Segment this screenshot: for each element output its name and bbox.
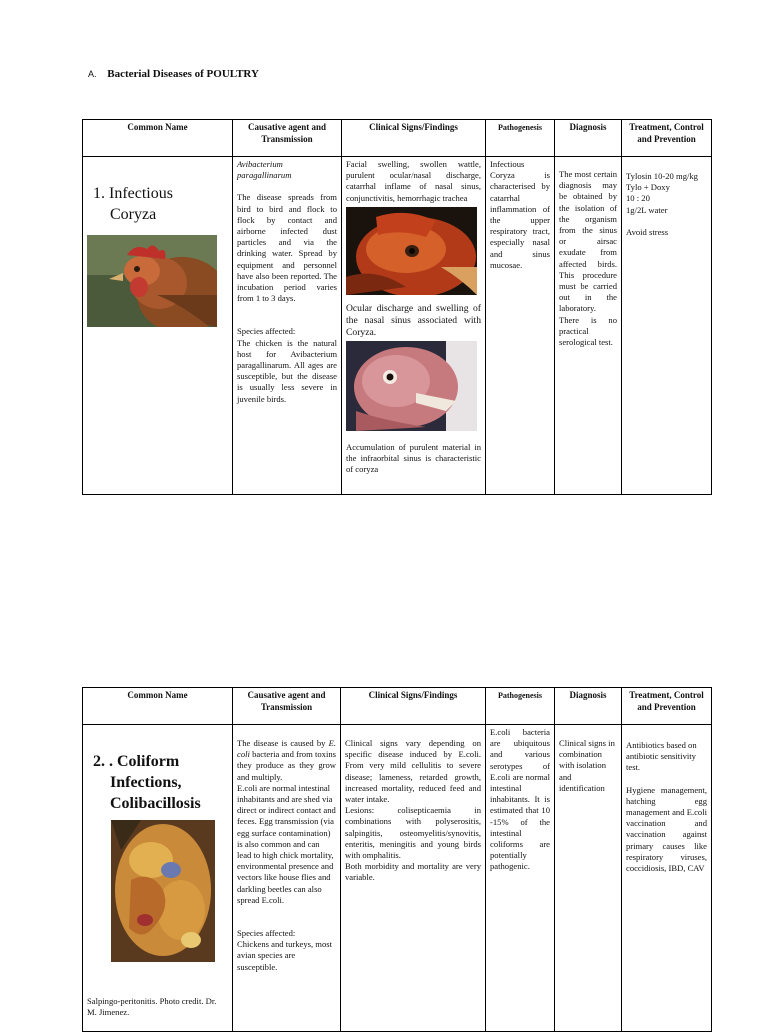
coliform-table [82,687,712,1032]
coliform-transmission-2: E.coli are normal intestinal inhabitants and are shed via direct or indirect contact and feces. Egg transmission (via egg surface contamination) is also common and can lead to high chick mortality, environmental presence and vectors like house flies and darkling beetles can also spread E.coli. [237,782,336,905]
coryza-pathogenesis-cell [486,157,555,495]
header-clinical: Clinical Signs/Findings [342,120,486,157]
coliform-treatment-2: Hygiene management, hatching egg management and E.coli vaccination and vaccination against primary causes like respiratory viruses, coccidiosis, IBD, CAV [626,784,707,874]
header-causative: Causative agent and Transmission [233,120,342,157]
coryza-causative-cell [233,157,342,495]
coryza-sinus-photo [346,341,477,431]
header-common-name: Common Name [83,120,233,157]
coliform-causative-cell [233,725,341,1032]
coryza-species-text: The chicken is the natural host for Avibacterium paragallinarum. All ages are susceptible, but the disease is usually less severe in juvenile birds. [237,337,337,404]
coryza-name-line1: 1. Infectious [93,185,173,202]
coryza-treatment-3: 10 : 20 [626,193,650,204]
coliform-header-row [83,688,712,725]
coliform-name-line1: 2. . Coliform [93,753,180,770]
header-clinical: Clinical Signs/Findings [341,688,486,725]
coliform-diagnosis: Clinical signs in combination with isolation and identification [559,738,615,793]
coryza-treatment-cell [622,157,712,495]
coliform-transmission-1 [237,738,336,783]
coryza-caption2: Accumulation of purulent material in the infraorbital sinus is characteristic of coryza [346,441,481,474]
coliform-signs-a: Clinical signs vary depending on specific disease induced by E.coli. From very mild cellulitis to severe disease; lameness, retarded growth, increased mortality, reduced feed and water intake. [345,738,481,805]
salpingo-peritonitis-photo [111,820,215,962]
coryza-name [93,183,228,225]
coliform-pathogenesis: E.coli bacteria are ubiquitous and various serotypes of E.coli are normal intestinal inhabitants. It is estimated that 10 -15% of the intestinal coliforms are potentially pathogenic. [490,727,550,872]
header-pathogenesis: Pathogenesis [486,120,555,157]
header-diagnosis: Diagnosis [555,688,622,725]
coliform-name-line2: Infections, [110,774,182,791]
section-letter: A. [88,69,97,79]
coliform-species-label: Species affected: [237,928,296,939]
coryza-treatment-5: Avoid stress [626,226,669,237]
coliform-signs-b: Lesions: colisepticaemia in combinations with polyserositis, salpingitis, osteomyelitis/synovitis, enteritis, meningitis and young birds with omphalitis. [345,805,481,861]
coryza-pathogenesis: Infectious Coryza is characterised by catarrhal inflammation of the upper respiratory tract, especially nasal and sinus mucosae. [490,159,550,270]
coryza-species-label: Species affected: [237,326,296,337]
coliform-name-line3: Colibacillosis [110,795,201,812]
coryza-name-line2: Coryza [110,206,157,223]
coliform-signs-c: Both morbidity and mortality are very variable. [345,861,481,883]
coryza-eye-photo [346,207,477,295]
coliform-diagnosis-cell [555,725,622,1032]
coliform-photo-caption: Salpingo-peritonitis. Photo credit. Dr. M. Jimenez. [87,996,217,1017]
coliform-species-text: Chickens and turkeys, most avian species are susceptible. [237,939,332,972]
header-treatment: Treatment, Control and Prevention [622,120,712,157]
coliform-common-name-cell [83,725,233,1032]
header-causative: Causative agent and Transmission [233,688,341,725]
header-pathogenesis: Pathogenesis [486,688,555,725]
coliform-treatment-1: Antibiotics based on antibiotic sensitivity test. [626,740,697,773]
coryza-row [83,157,712,495]
chicken-head-photo [87,235,217,327]
header-treatment: Treatment, Control and Prevention [622,688,712,725]
section-title [88,68,259,80]
coryza-signs: Facial swelling, swollen wattle, purulent ocular/nasal discharge, catarrhal inflame of nasal sinus, conjunctivitis, hemorrhagic trachea [346,159,481,203]
coryza-clinical-cell [342,157,486,495]
coryza-caption1: Ocular discharge and swelling of the nasal sinus associated with Coryza. [346,302,481,338]
coliform-treatment-cell [622,725,712,1032]
coryza-diagnosis-cell [555,157,622,495]
section-heading: Bacterial Diseases of POULTRY [107,68,259,80]
coliform-agent: E. coli [237,738,336,760]
header-common-name: Common Name [83,688,233,725]
coliform-name [93,751,228,814]
coryza-header-row [83,120,712,157]
coliform-clinical-cell [341,725,486,1032]
coryza-treatment-2: Tylo + Doxy [626,182,670,193]
coryza-common-name-cell [83,157,233,495]
coliform-transmission-a: The disease is caused by [237,738,329,748]
coryza-agent: Avibacterium paragallinarum [237,159,292,181]
coryza-diagnosis: The most certain diagnosis may be obtained by the isolation of the organism from the sinus or airsac exudate from affected birds. This procedure must be carried out in the laboratory. There is no practical serological test. [559,169,617,348]
coryza-table [82,119,712,495]
coryza-treatment-1: Tylosin 10-20 mg/kg [626,171,698,181]
coryza-treatment-4: 1g/2L water [626,204,668,215]
coliform-row [83,725,712,1032]
header-diagnosis: Diagnosis [555,120,622,157]
coliform-pathogenesis-cell [486,725,555,1032]
coliform-transmission-b: bacteria and from toxins they produce as they grow and multiply. [237,749,336,782]
coryza-transmission: The disease spreads from bird to bird and flock to flock by contact and airborne infected dust particles and via the drinking water. Spread by equipment and personnel have also been reported. The incubation period varies from 1 to 3 days. [237,192,337,304]
